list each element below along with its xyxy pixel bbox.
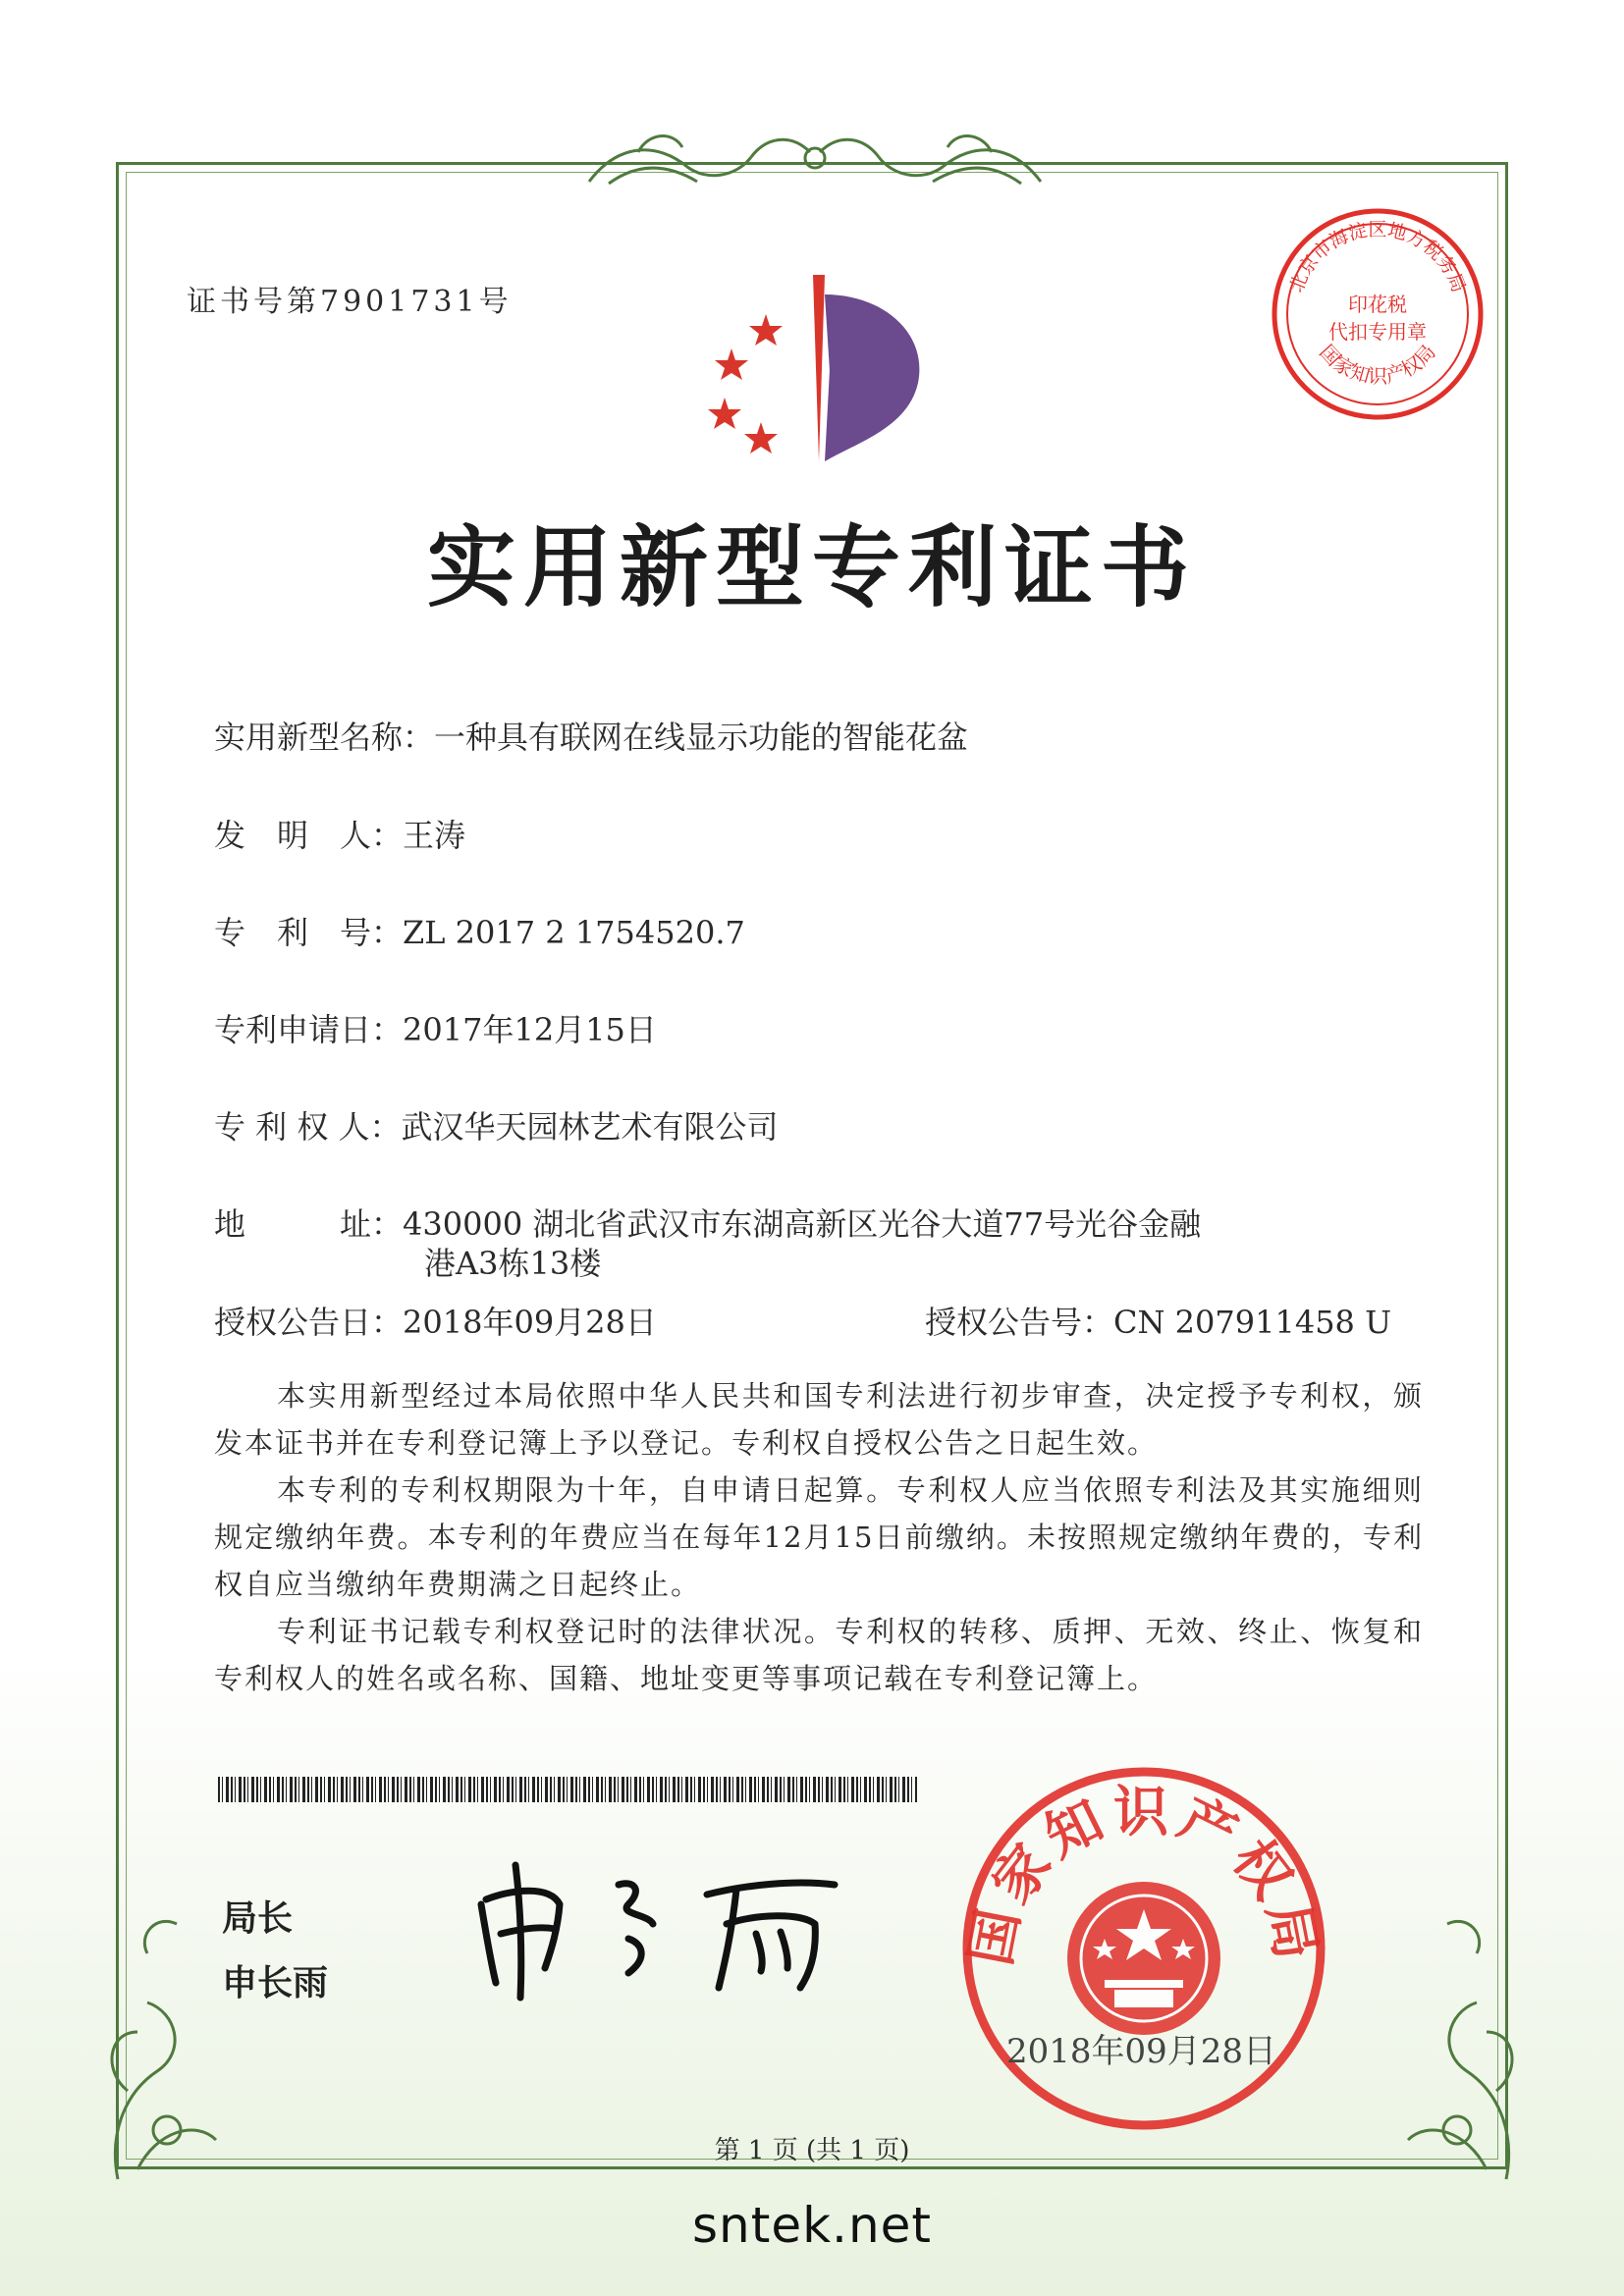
document-title: 实用新型专利证书	[427, 515, 1197, 619]
grant-date-row	[214, 1298, 657, 1343]
field-value: 王涛	[403, 817, 466, 854]
field-label: 授权公告号：	[925, 1304, 1114, 1341]
address-line-2: 港A3栋13楼	[424, 1245, 602, 1282]
inventor-row	[214, 811, 465, 856]
field-value: 430000 湖北省武汉市东湖高新区光谷大道77号光谷金融	[403, 1205, 1202, 1243]
address-row	[214, 1200, 1201, 1245]
patent-office-logo-icon	[687, 255, 943, 471]
legal-paragraph: 本实用新型经过本局依照中华人民共和国专利法进行初步审查，决定授予专利权，颁发本证书并在专利登记簿上予以登记。专利权自授权公告之日起生效。	[214, 1379, 1424, 1460]
legal-paragraph: 专利证书记载专利权登记时的法律状况。专利权的转移、质押、无效、终止、恢复和专利权人的姓名或名称、国籍、地址变更等事项记载在专利登记簿上。	[214, 1615, 1424, 1695]
legal-paragraph: 本专利的专利权期限为十年，自申请日起算。专利权人应当依照专利法及其实施细则规定缴纳年费。本专利的年费应当在每年12月15日前缴纳。未按照规定缴纳年费的，专利权自应当缴纳年费期满之日起终止。	[214, 1473, 1424, 1601]
red-beam-icon	[813, 275, 825, 461]
tax-stamp	[1265, 201, 1490, 427]
field-value: CN 207911458 U	[1113, 1304, 1392, 1341]
field-label: 授权公告日：	[214, 1304, 404, 1341]
field-value: 2018年09月28日	[403, 1304, 657, 1341]
svg-text:国家知识产权局: 国家知识产权局	[1315, 340, 1440, 389]
official-seal	[957, 1762, 1330, 2135]
field-value: 2017年12月15日	[403, 1011, 657, 1048]
director-name: 申长雨	[222, 1963, 329, 2003]
field-label: 发 明 人：	[214, 817, 404, 854]
director-signature	[461, 1845, 854, 2002]
field-value: ZL 2017 2 1754520.7	[403, 914, 745, 951]
field-value: 一种具有联网在线显示功能的智能花盆	[434, 719, 969, 756]
filing-date-row	[214, 1005, 657, 1050]
patent-number-row	[214, 908, 745, 953]
svg-text:代扣专用章: 代扣专用章	[1328, 320, 1427, 344]
page-number: 第 1 页 (共 1 页)	[714, 2136, 910, 2165]
star-icon	[749, 314, 783, 346]
star-icon	[744, 422, 778, 454]
field-label: 专利申请日：	[214, 1011, 404, 1048]
field-label: 专 利 号：	[214, 914, 404, 951]
barcode	[218, 1777, 917, 1802]
utility-model-name-row	[214, 713, 968, 758]
certificate-number: 证书号第7901731号	[187, 285, 513, 319]
field-label: 实用新型名称：	[214, 719, 435, 756]
grant-publication-number-row	[925, 1298, 1391, 1343]
field-value: 武汉华天园林艺术有限公司	[401, 1108, 779, 1146]
star-icon	[715, 348, 748, 380]
field-label: 专 利 权 人：	[214, 1108, 402, 1146]
svg-text:国家知识产权局: 国家知识产权局	[957, 1779, 1330, 1971]
field-label: 地 址：	[214, 1205, 404, 1243]
national-emblem-icon	[1067, 1882, 1220, 2035]
star-icon	[708, 398, 741, 429]
svg-text:北京市海淀区地方税务局: 北京市海淀区地方税务局	[1285, 219, 1470, 295]
seal-date: 2018年09月28日	[1006, 2032, 1277, 2071]
top-ornament	[579, 123, 1051, 201]
site-watermark: sntek.net	[691, 2197, 932, 2254]
svg-text:印花税: 印花税	[1348, 293, 1407, 316]
patentee-row	[214, 1102, 779, 1148]
purple-arc-icon	[825, 294, 919, 461]
director-title: 局长	[222, 1898, 294, 1939]
